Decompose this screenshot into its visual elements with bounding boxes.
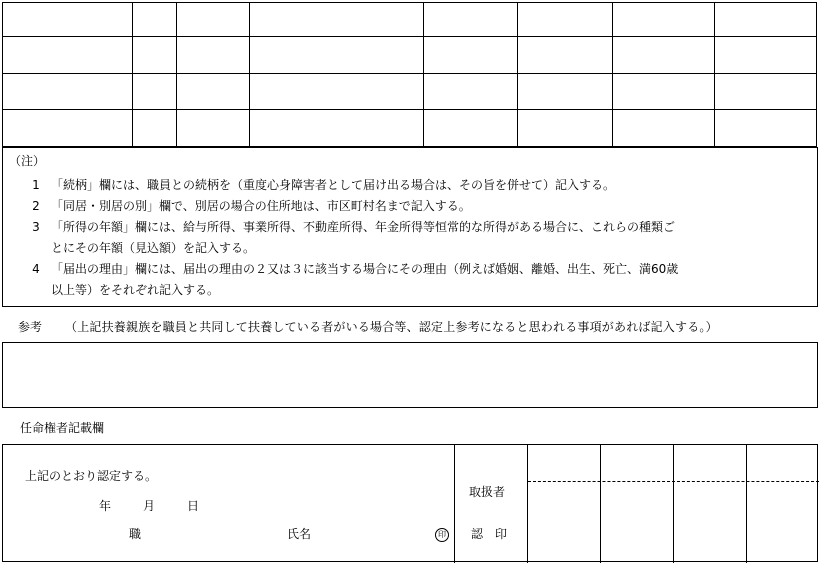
table-cell[interactable] xyxy=(250,37,424,74)
table-cell[interactable] xyxy=(518,110,613,147)
day-label: 日 xyxy=(187,499,200,513)
table-cell[interactable] xyxy=(250,74,424,110)
table-cell[interactable] xyxy=(424,37,518,74)
note-item-2 xyxy=(21,199,471,213)
table-row xyxy=(3,3,817,37)
divider xyxy=(527,445,528,563)
table-cell[interactable] xyxy=(715,37,817,74)
year-label: 年 xyxy=(99,499,112,513)
table-cell[interactable] xyxy=(424,74,518,110)
month-label: 月 xyxy=(143,499,156,513)
table-cell[interactable] xyxy=(177,110,250,147)
divider xyxy=(746,445,747,563)
table-cell[interactable] xyxy=(424,110,518,147)
table-cell[interactable] xyxy=(133,110,177,147)
table-cell[interactable] xyxy=(250,110,424,147)
reference-field[interactable] xyxy=(2,342,818,408)
note-text: 「届出の理由」欄には、届出の理由の２又は３に該当する場合にその理由（例えば婚姻、離婚、出生、死亡、満60歳 xyxy=(51,262,679,276)
table-cell[interactable] xyxy=(177,3,250,37)
appointer-box xyxy=(2,444,818,562)
note-text: 「所得の年額」欄には、給与所得、事業所得、不動産所得、年金所得等恒常的な所得がある場合に、これらの種類ご xyxy=(51,220,676,234)
note-text: 「続柄」欄には、職員との続柄を（重度心身障害者として届け出る場合は、その旨を併せて）記入する。 xyxy=(51,178,616,192)
name-label: 氏名 xyxy=(287,527,312,541)
seal-mark xyxy=(435,526,449,542)
table-cell[interactable] xyxy=(133,37,177,74)
post-label: 職 xyxy=(129,527,142,541)
dashed-divider xyxy=(528,481,819,482)
reference-instruction: （上記扶養親族を職員と共同して扶養している者がいる場合等、認定上参考になると思われる事項があれば記入する。） xyxy=(65,320,718,334)
note-num: 4 xyxy=(32,262,40,276)
notes-heading: （注） xyxy=(9,154,46,168)
table-cell[interactable] xyxy=(133,3,177,37)
table-cell[interactable] xyxy=(518,3,613,37)
table-row xyxy=(3,74,817,110)
divider xyxy=(600,445,601,563)
table-cell[interactable] xyxy=(715,110,817,147)
note-num: 2 xyxy=(32,199,40,213)
divider xyxy=(454,445,455,563)
table-cell[interactable] xyxy=(613,110,715,147)
table-cell[interactable] xyxy=(424,3,518,37)
handler-label: 取扱者 xyxy=(469,485,506,499)
note-item-4-cont: 以上等）をそれぞれ記入する。 xyxy=(51,283,220,297)
table-cell[interactable] xyxy=(250,3,424,37)
table-cell[interactable] xyxy=(613,37,715,74)
table-cell[interactable] xyxy=(613,3,715,37)
table-row xyxy=(3,37,817,74)
table-cell[interactable] xyxy=(518,74,613,110)
table-row xyxy=(3,110,817,147)
note-num: 3 xyxy=(32,220,40,234)
note-item-3 xyxy=(21,220,675,234)
table-cell[interactable] xyxy=(177,37,250,74)
stamp-label: 認 印 xyxy=(471,527,508,541)
reference-label: 参考 xyxy=(18,320,43,334)
note-item-3-cont: とにその年額（見込額）を記入する。 xyxy=(51,241,256,255)
dependents-table xyxy=(2,2,817,147)
certify-text: 上記のとおり認定する。 xyxy=(25,469,158,483)
table-cell[interactable] xyxy=(3,74,133,110)
note-item-1 xyxy=(21,178,615,192)
table-cell[interactable] xyxy=(133,74,177,110)
divider xyxy=(673,445,674,563)
table-cell[interactable] xyxy=(518,37,613,74)
table-cell[interactable] xyxy=(613,74,715,110)
table-cell[interactable] xyxy=(177,74,250,110)
table-cell[interactable] xyxy=(3,37,133,74)
note-item-4 xyxy=(21,262,678,276)
table-cell[interactable] xyxy=(3,3,133,37)
table-cell[interactable] xyxy=(715,74,817,110)
appointer-section-label: 任命権者記載欄 xyxy=(20,421,105,435)
notes-box xyxy=(2,147,818,307)
note-text: 「同居・別居の別」欄で、別居の場合の住所地は、市区町村名まで記入する。 xyxy=(51,199,471,213)
table-cell[interactable] xyxy=(715,3,817,37)
seal-mark-icon: 印 xyxy=(435,528,449,542)
table-cell[interactable] xyxy=(3,110,133,147)
note-num: 1 xyxy=(32,178,40,192)
